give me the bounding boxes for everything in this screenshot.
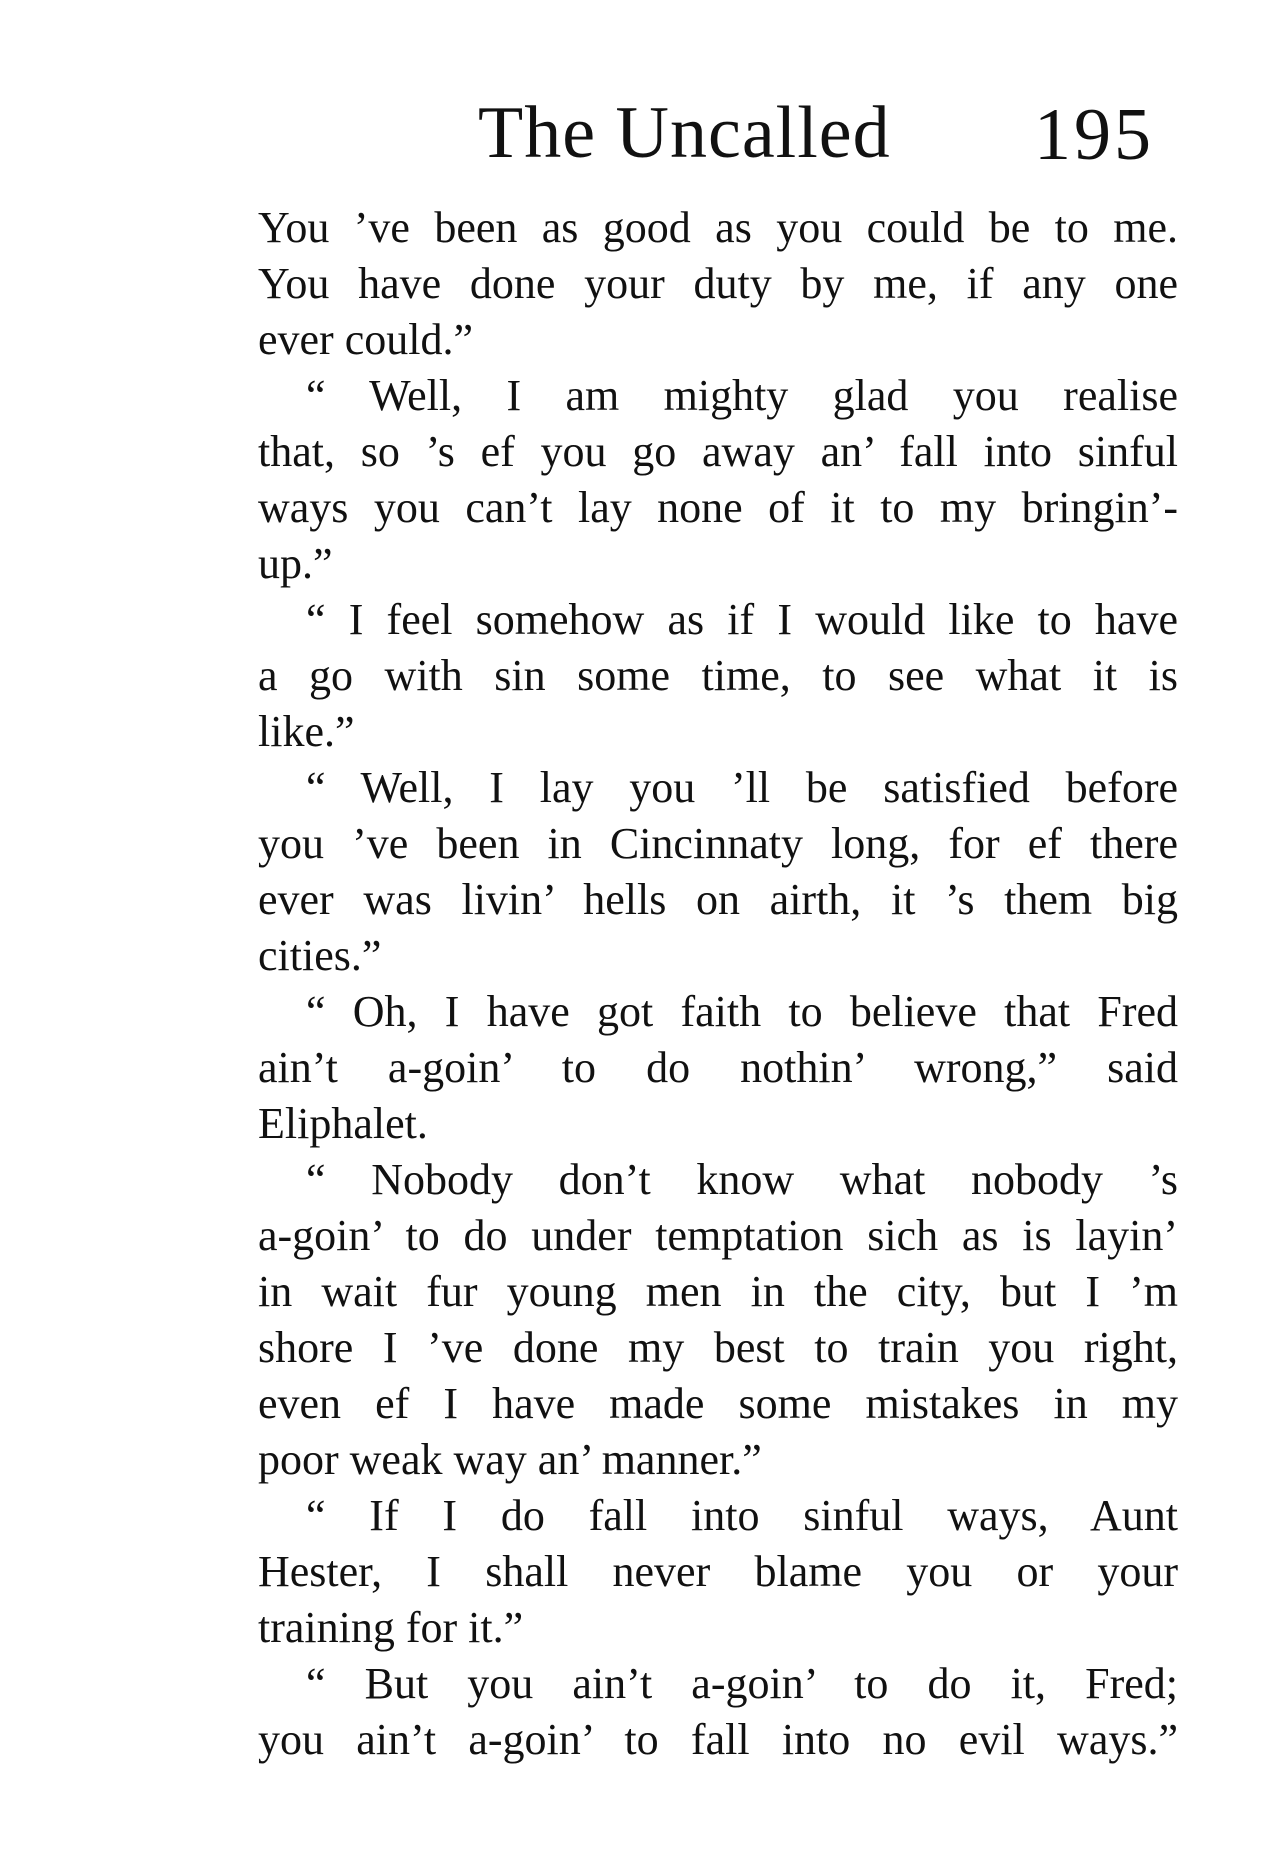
text-line: a-goin’ to do under temptation sich as is layin’ — [258, 1211, 1178, 1260]
text-line: “ If I do fall into sinful ways, Aunt — [306, 1491, 1178, 1540]
text-line: up.” — [258, 539, 333, 588]
body-text — [258, 200, 1178, 1768]
running-head — [478, 88, 1178, 178]
text-line: cities.” — [258, 931, 382, 980]
text-line: ever could.” — [258, 315, 473, 364]
text-line: training for it.” — [258, 1603, 524, 1652]
text-line: even ef I have made some mistakes in my — [258, 1379, 1178, 1428]
text-line: you ain’t a-goin’ to fall into no evil ways.” — [258, 1715, 1178, 1764]
text-line: “ I feel somehow as if I would like to have — [306, 595, 1178, 644]
text-line: “ Well, I lay you ’ll be satisfied before — [306, 763, 1178, 812]
text-line: “ Nobody don’t know what nobody ’s — [306, 1155, 1178, 1204]
text-line: ways you can’t lay none of it to my bringin’- — [258, 483, 1178, 532]
text-line: shore I ’ve done my best to train you right, — [258, 1323, 1178, 1372]
text-line: Hester, I shall never blame you or your — [258, 1547, 1178, 1596]
text-line: “ But you ain’t a-goin’ to do it, Fred; — [306, 1659, 1178, 1708]
text-line: Eliphalet. — [258, 1099, 428, 1148]
text-line: ever was livin’ hells on airth, it ’s them big — [258, 875, 1178, 924]
running-title: The Uncalled — [478, 92, 891, 174]
text-line: “ Oh, I have got faith to believe that Fred — [306, 987, 1178, 1036]
page-number: 195 — [1034, 94, 1154, 176]
text-line: you ’ve been in Cincinnaty long, for ef there — [258, 819, 1178, 868]
text-line: that, so ’s ef you go away an’ fall into sinful — [258, 427, 1178, 476]
text-line: a go with sin some time, to see what it is — [258, 651, 1178, 700]
text-line: ain’t a-goin’ to do nothin’ wrong,” said — [258, 1043, 1178, 1092]
text-line: You ’ve been as good as you could be to me. — [258, 203, 1178, 252]
text-line: “ Well, I am mighty glad you realise — [306, 371, 1178, 420]
text-line: poor weak way an’ manner.” — [258, 1435, 762, 1484]
text-line: like.” — [258, 707, 355, 756]
text-line: You have done your duty by me, if any one — [258, 259, 1178, 308]
text-line: in wait fur young men in the city, but I ’m — [258, 1267, 1178, 1316]
